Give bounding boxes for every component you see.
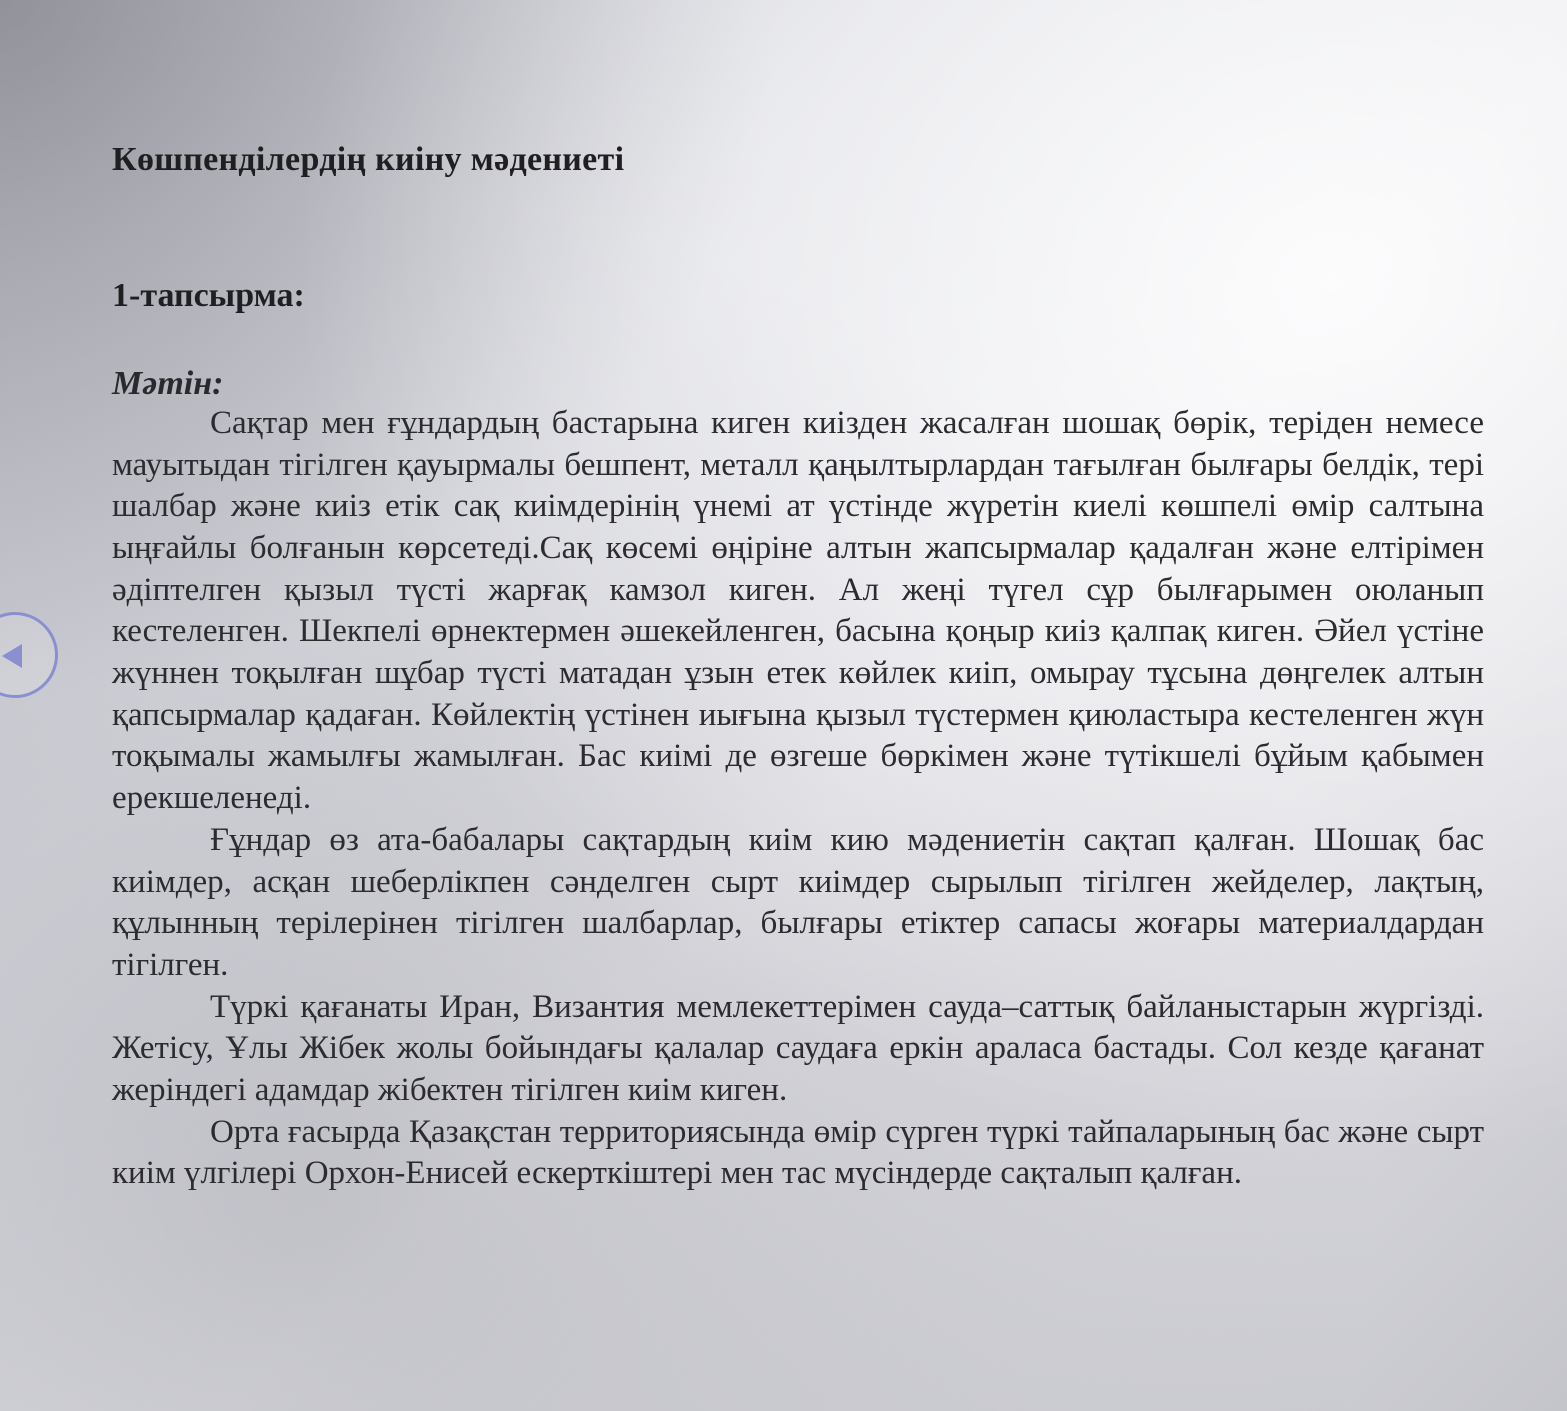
document-page <box>112 140 1484 1195</box>
paragraph: Түркі қағанаты Иран, Византия мемлекеттерімен сауда–саттық байланыстарын жүргізді. Жетісу, Ұлы Жібек жолы бойындағы қалалар саудаға еркін араласа бастады. Сол кезде қағанат жеріндегі адамдар жібектен тігілген киім киген. <box>112 988 1484 1109</box>
text-label: Мәтін: <box>112 364 224 402</box>
paragraph: Ғұндар өз ата-бабалары сақтардың киім кию мәдениетін сақтап қалған. Шошақ бас киімдер, асқан шеберлікпен сәнделген сырт киімдер сырылып тігілген жейделер, лақтың, құлынның терілерінен тігілген шалбарлар, былғары етіктер сапасы жоғары материалдардан тігілген. <box>112 821 1484 983</box>
body-text <box>112 403 1484 1195</box>
paragraph: Сақтар мен ғұндардың бастарына киген киізден жасалған шошақ бөрік, теріден немесе мауытыдан тігілген қауырмалы бешпент, металл қаңылтырлардан тағылған былғары белдік, тері шалбар және киіз етік сақ киімдерінің үнемі ат үстінде жүретін киелі көшпелі өмір салтына ыңғайлы болғанын көрсетеді.Сақ көсемі өңіріне алтын жапсырмалар қадалған және елтірімен әдіптелген қызыл түсті жарғақ камзол киген. Ал жеңі түгел сұр былғарымен оюланып кестеленген. Шекпелі өрнектермен әшекейленген, басына қоңыр киіз қалпақ киген. Әйел үстіне жүннен тоқылған шұбар түсті матадан ұзын етек көйлек киіп, омырау тұсына дөңгелек алтын қапсырмалар қадаған. Көйлектің үстінен иығына қызыл түстермен қиюластыра кестеленген жүн тоқымалы жамылғы жамылған. Бас киімі де өзгеше бөркімен және түтікшелі бұйым қабымен ерекшеленеді. <box>112 404 1484 817</box>
task-heading: 1-тапсырма: <box>112 276 305 314</box>
back-arrow-icon[interactable] <box>2 644 22 668</box>
document-title: Көшпенділердің киіну мәдениеті <box>112 141 625 178</box>
paragraph: Орта ғасырда Қазақстан территориясында өмір сүрген түркі тайпаларының бас және сырт киім үлгілері Орхон-Енисей ескерткіштері мен тас мүсіндерде сақталып қалған. <box>112 1113 1484 1192</box>
